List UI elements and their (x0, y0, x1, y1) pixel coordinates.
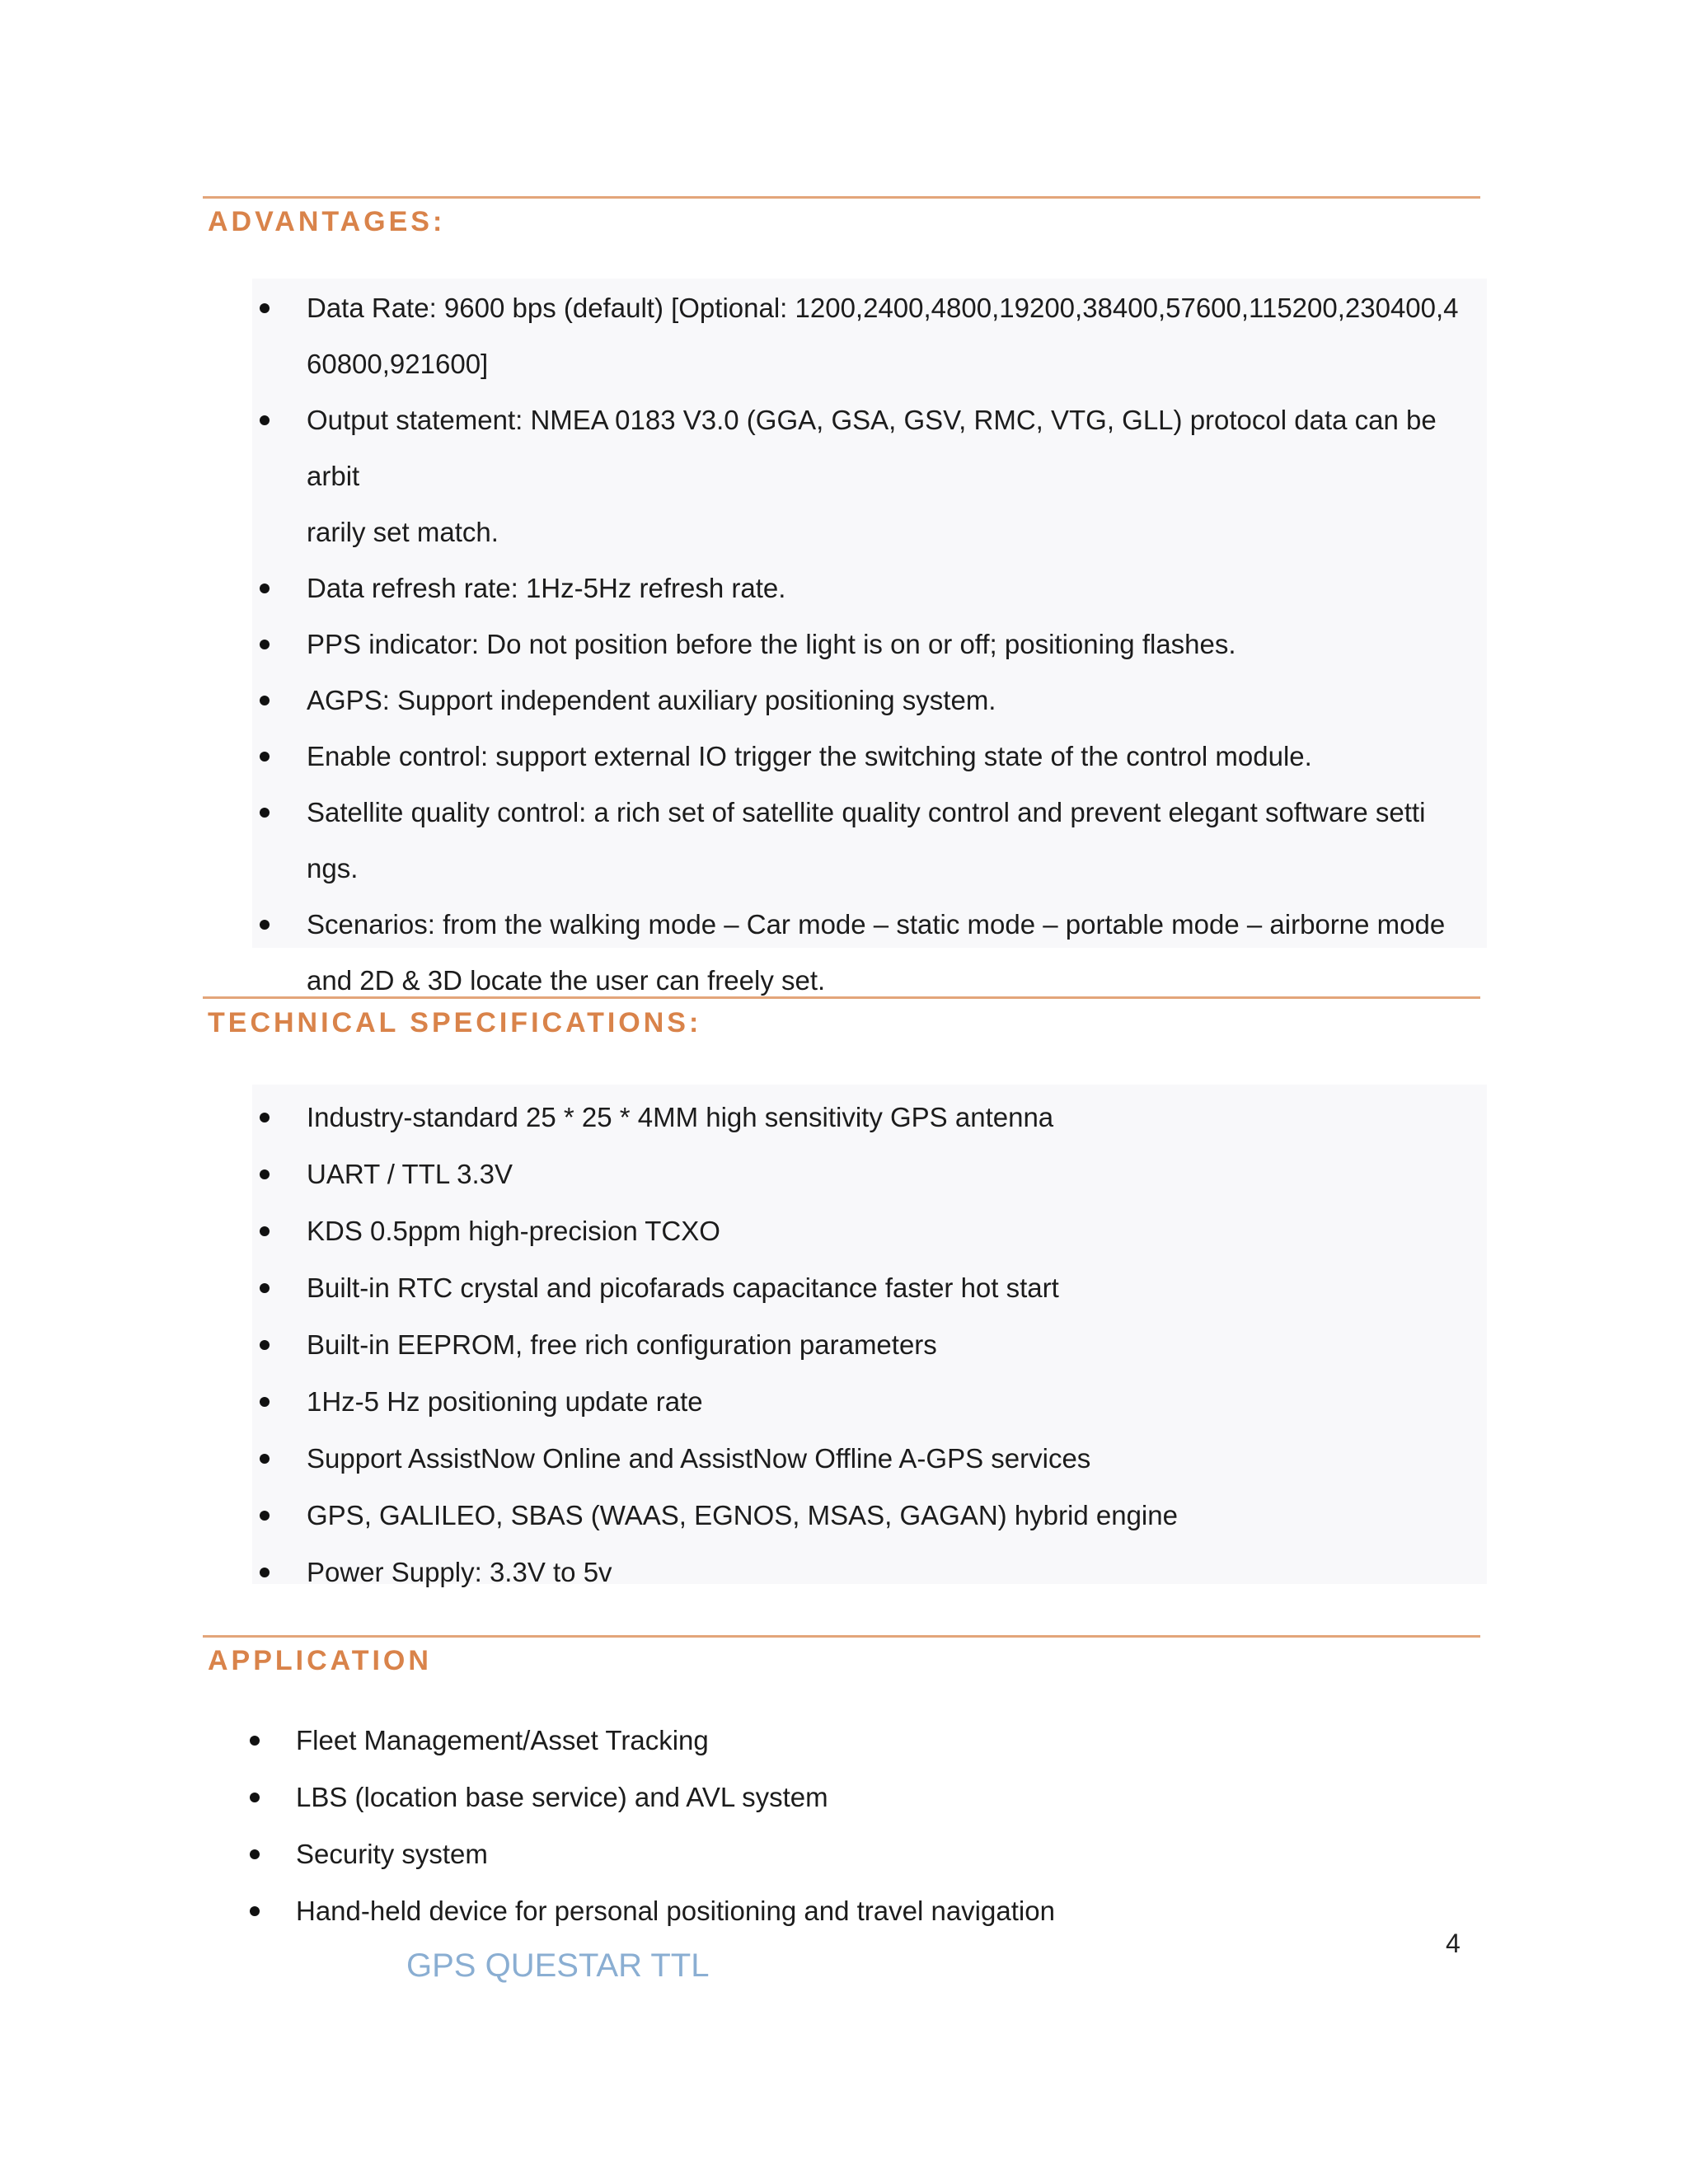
bullet-icon (260, 415, 270, 425)
list-item-line: AGPS: Support independent auxiliary positioning system. (307, 685, 996, 715)
application-list (242, 1712, 1479, 1939)
list-item-line: PPS indicator: Do not position before the light is on or off; positioning flashes. (307, 629, 1236, 659)
list-item-text: 1Hz-5 Hz positioning update rate (307, 1386, 703, 1417)
list-item (242, 1825, 1479, 1882)
list-item-line: Enable control: support external IO trigger the switching state of the control module. (307, 741, 1312, 771)
list-item-line: rarily set match. (307, 517, 499, 547)
list-item (252, 1146, 1489, 1202)
list-item-line: Scenarios: from the walking mode – Car mode – static mode – portable mode – airborne mode (307, 909, 1446, 940)
technical-list (252, 1089, 1489, 1601)
list-item-line: ngs. (307, 853, 359, 883)
bullet-icon (260, 1511, 270, 1521)
list-item (252, 1430, 1489, 1487)
list-item (252, 673, 1489, 729)
list-item (252, 1089, 1489, 1146)
list-item-text: Industry-standard 25 * 25 * 4MM high sensitivity GPS antenna (307, 1102, 1054, 1132)
list-item-text: Hand-held device for personal positioning and travel navigation (296, 1896, 1055, 1926)
list-item (242, 1882, 1479, 1939)
bullet-icon (260, 1113, 270, 1122)
list-item (252, 1316, 1489, 1373)
list-item-text: Security system (296, 1839, 488, 1869)
list-item-line: Output statement: NMEA 0183 V3.0 (GGA, GSA, GSV, RMC, VTG, GLL) protocol data can be arbit (307, 405, 1437, 491)
list-item (242, 1769, 1479, 1825)
list-item-text: Built-in RTC crystal and picofarads capacitance faster hot start (307, 1272, 1059, 1303)
bullet-icon (260, 808, 270, 818)
list-item (252, 1202, 1489, 1259)
bullet-icon (260, 1568, 270, 1577)
bullet-icon (260, 640, 270, 649)
bullet-icon (260, 583, 270, 593)
bullet-icon (260, 1397, 270, 1407)
bullet-icon (250, 1906, 260, 1916)
page-number: 4 (1446, 1929, 1461, 1958)
list-item (242, 1712, 1479, 1769)
list-item-text: Built-in EEPROM, free rich configuration parameters (307, 1329, 937, 1360)
list-item (252, 616, 1489, 673)
list-item-text: KDS 0.5ppm high-precision TCXO (307, 1216, 720, 1246)
list-item-text: Power Supply: 3.3V to 5v (307, 1557, 612, 1587)
bullet-icon (260, 752, 270, 762)
application-rule (203, 1635, 1480, 1638)
bullet-icon (260, 1340, 270, 1350)
list-item-text: LBS (location base service) and AVL system (296, 1782, 828, 1812)
list-item (252, 1373, 1489, 1430)
list-item-text: GPS, GALILEO, SBAS (WAAS, EGNOS, MSAS, GAGAN) hybrid engine (307, 1500, 1178, 1530)
bullet-icon (260, 1169, 270, 1179)
bullet-icon (250, 1736, 260, 1746)
list-item (252, 392, 1489, 560)
list-item (252, 785, 1489, 897)
bullet-icon (260, 920, 270, 930)
bullet-icon (250, 1849, 260, 1859)
footer-title: GPS QUESTAR TTL (406, 1947, 710, 1984)
bullet-icon (260, 1454, 270, 1464)
list-item (252, 280, 1489, 392)
application-heading: APPLICATION (208, 1645, 432, 1676)
list-item (252, 729, 1489, 785)
list-item (252, 897, 1489, 1009)
list-item-line: Satellite quality control: a rich set of satellite quality control and prevent elegant software setti (307, 797, 1426, 827)
list-item-text: Fleet Management/Asset Tracking (296, 1725, 709, 1755)
bullet-icon (260, 1226, 270, 1236)
technical-heading: TECHNICAL SPECIFICATIONS: (208, 1007, 702, 1038)
list-item (252, 560, 1489, 616)
bullet-icon (250, 1793, 260, 1802)
list-item-line: 60800,921600] (307, 349, 489, 379)
list-item (252, 1544, 1489, 1601)
list-item-line: and 2D & 3D locate the user can freely set. (307, 965, 826, 996)
technical-rule (203, 996, 1480, 999)
list-item (252, 1487, 1489, 1544)
list-item-text: UART / TTL 3.3V (307, 1159, 513, 1189)
list-item-line: Data Rate: 9600 bps (default) [Optional: 1200,2400,4800,19200,38400,57600,115200,230400,4 (307, 293, 1459, 323)
list-item-text: Support AssistNow Online and AssistNow Offline A-GPS services (307, 1443, 1091, 1474)
bullet-icon (260, 1283, 270, 1293)
advantages-list (252, 280, 1489, 1009)
bullet-icon (260, 696, 270, 705)
advantages-rule (203, 196, 1480, 199)
list-item (252, 1259, 1489, 1316)
advantages-heading: ADVANTAGES: (208, 206, 446, 237)
bullet-icon (260, 303, 270, 313)
list-item-line: Data refresh rate: 1Hz-5Hz refresh rate. (307, 573, 786, 603)
